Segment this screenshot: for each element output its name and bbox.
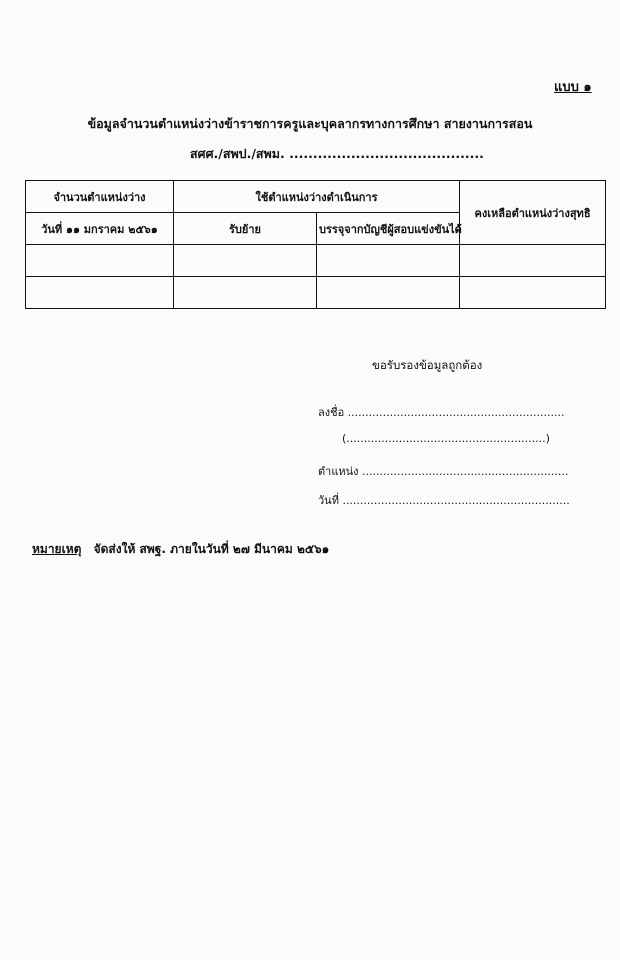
header-appointment-from-exam: บรรจุจากบัญชีผู้สอบแข่งขันได้ [317, 213, 460, 245]
remark-label: หมายเหตุ [32, 542, 82, 556]
document-subtitle: สศศ./สพป./สพม. ......................................... [190, 146, 484, 161]
header-transfer: รับย้าย [174, 213, 317, 245]
table-cell[interactable] [174, 277, 317, 309]
date-line[interactable]: วันที่ ................................................................. [318, 494, 570, 507]
table-cell[interactable] [26, 277, 174, 309]
table-cell[interactable] [174, 245, 317, 277]
certification-text: ขอรับรองข้อมูลถูกต้อง [372, 358, 483, 372]
header-vacancy-count: จำนวนตำแหน่งว่าง [26, 181, 174, 213]
position-line[interactable]: ตำแหน่ง ........................................................... [318, 465, 569, 478]
header-used-vacancy-group: ใช้ตำแหน่งว่างดำเนินการ [174, 181, 460, 213]
header-vacancy-date: วันที่ ๑๑ มกราคม ๒๕๖๑ [26, 213, 174, 245]
table-row [26, 245, 606, 277]
signature-line[interactable]: ลงชื่อ .............................................................. [318, 406, 565, 419]
table-cell[interactable] [317, 245, 460, 277]
table-cell[interactable] [317, 277, 460, 309]
header-net-remaining: คงเหลือตำแหน่งว่างสุทธิ [460, 181, 606, 245]
table-cell[interactable] [26, 245, 174, 277]
remark-text: จัดส่งให้ สพฐ. ภายในวันที่ ๒๗ มีนาคม ๒๕๖๑ [93, 542, 330, 556]
form-code: แบบ ๑ [554, 80, 592, 95]
remark [32, 540, 329, 559]
vacancy-table [25, 180, 606, 309]
printed-name-line[interactable]: (.........................................................) [342, 432, 550, 445]
table-row [26, 277, 606, 309]
table-cell[interactable] [460, 277, 606, 309]
table-cell[interactable] [460, 245, 606, 277]
document-title: ข้อมูลจำนวนตำแหน่งว่างข้าราชการครูและบุคลากรทางการศึกษา สายงานการสอน [87, 116, 533, 131]
